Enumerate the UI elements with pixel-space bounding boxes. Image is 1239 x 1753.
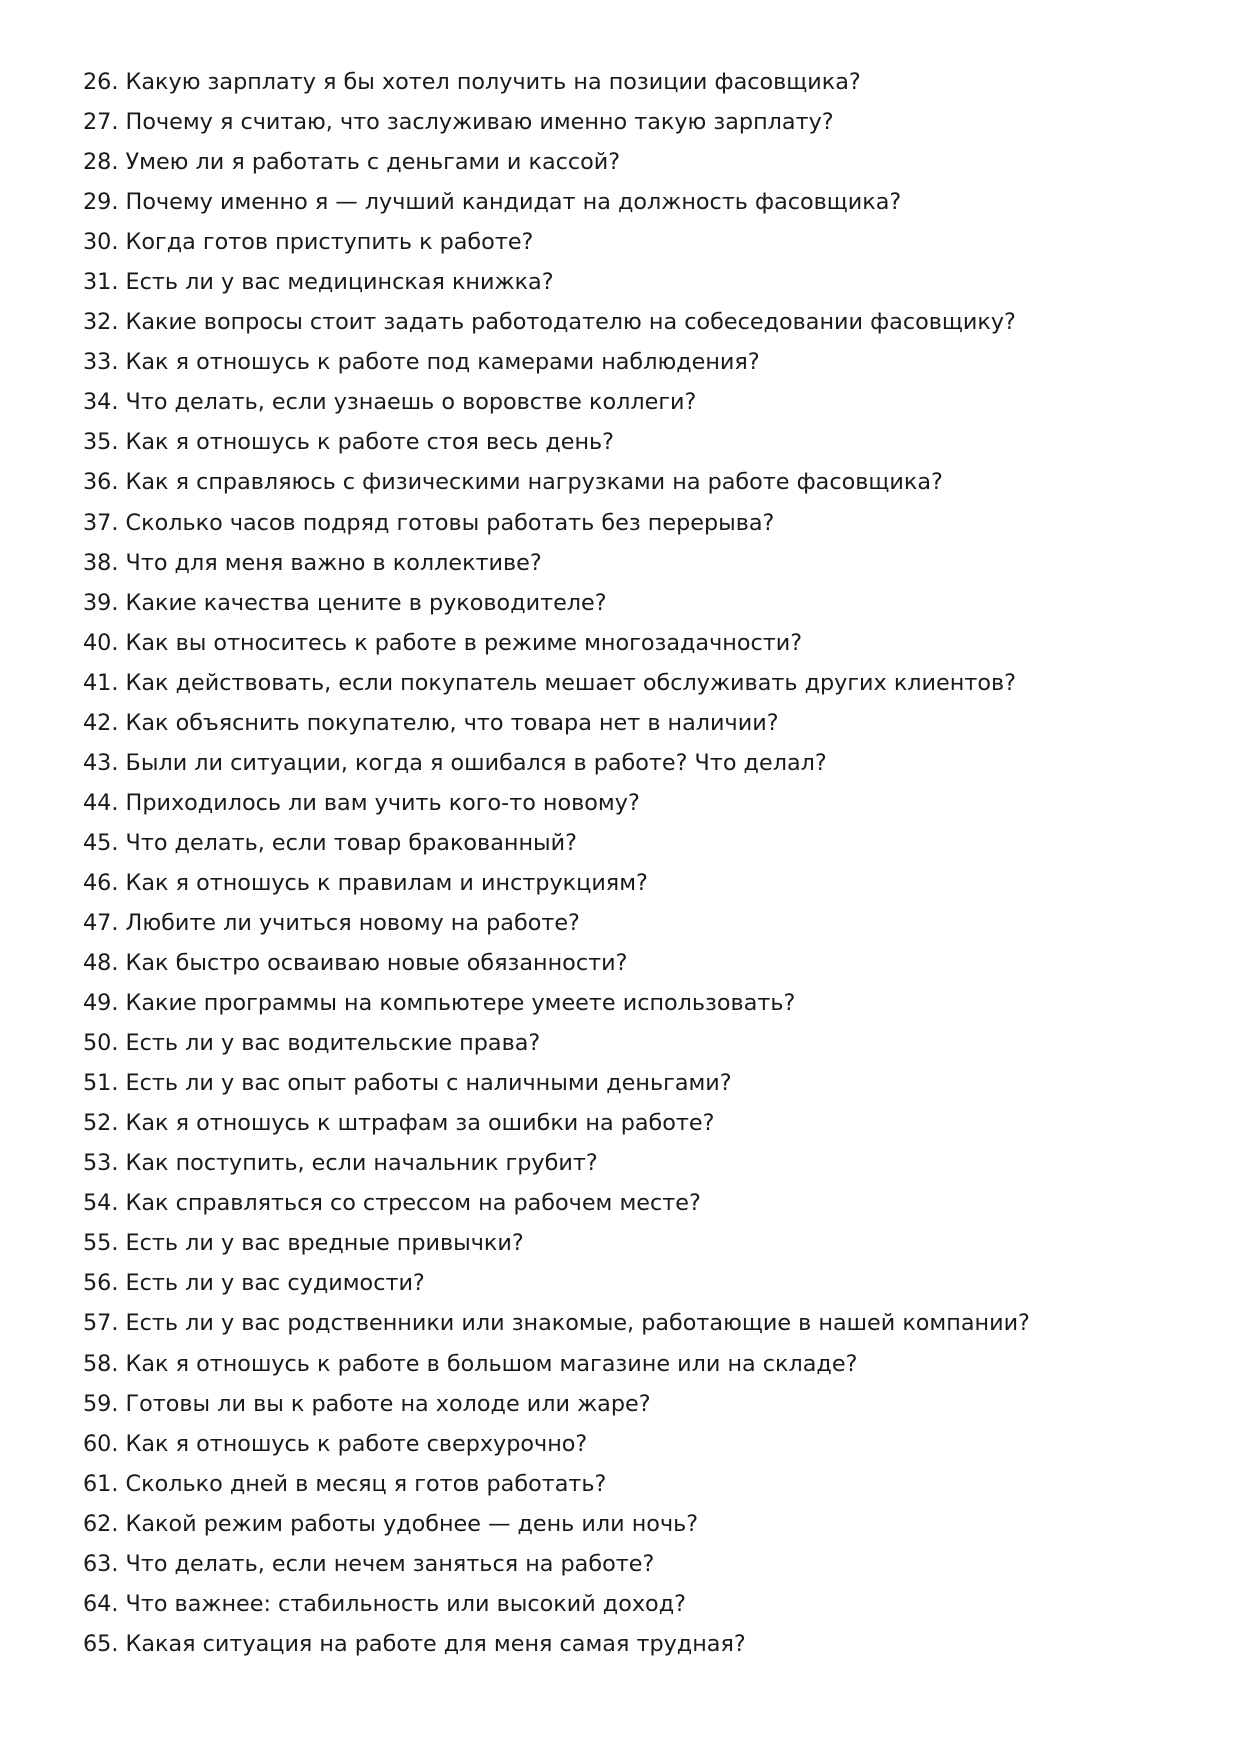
question-item: 46. Как я отношусь к правилам и инструкциям? xyxy=(83,869,648,896)
question-item: 58. Как я отношусь к работе в большом магазине или на складе? xyxy=(83,1350,858,1377)
question-item: 52. Как я отношусь к штрафам за ошибки на работе? xyxy=(83,1110,715,1137)
question-item: 60. Как я отношусь к работе сверхурочно? xyxy=(83,1430,588,1457)
question-item: 42. Как объяснить покупателю, что товара нет в наличии? xyxy=(83,709,779,736)
question-item: 35. Как я отношусь к работе стоя весь день? xyxy=(83,429,615,456)
question-item: 57. Есть ли у вас родственники или знакомые, работающие в нашей компании? xyxy=(83,1310,1030,1337)
question-item: 26. Какую зарплату я бы хотел получить на позиции фасовщика? xyxy=(83,69,861,95)
question-item: 32. Какие вопросы стоит задать работодателю на собеседовании фасовщику? xyxy=(83,309,1016,336)
question-item: 40. Как вы относитесь к работе в режиме многозадачности? xyxy=(83,629,803,656)
question-item: 33. Как я отношусь к работе под камерами наблюдения? xyxy=(83,349,760,376)
question-item: 65. Какая ситуация на работе для меня самая трудная? xyxy=(83,1630,746,1657)
question-item: 51. Есть ли у вас опыт работы с наличными деньгами? xyxy=(83,1070,732,1097)
question-item: 38. Что для меня важно в коллективе? xyxy=(83,549,542,576)
question-item: 61. Сколько дней в месяц я готов работать? xyxy=(83,1470,607,1497)
question-list xyxy=(83,62,1183,1664)
question-item: 36. Как я справляюсь с физическими нагрузками на работе фасовщика? xyxy=(83,469,943,496)
question-item: 56. Есть ли у вас судимости? xyxy=(83,1270,425,1297)
question-item: 34. Что делать, если узнаешь о воровстве коллеги? xyxy=(83,389,697,416)
question-item: 62. Какой режим работы удобнее — день или ночь? xyxy=(83,1510,699,1537)
question-item: 44. Приходилось ли вам учить кого-то новому? xyxy=(83,789,640,816)
question-item: 54. Как справляться со стрессом на рабочем месте? xyxy=(83,1190,701,1217)
question-item: 64. Что важнее: стабильность или высокий доход? xyxy=(83,1590,686,1617)
question-item: 37. Сколько часов подряд готовы работать без перерыва? xyxy=(83,509,775,536)
question-item: 48. Как быстро осваиваю новые обязанности? xyxy=(83,950,628,977)
question-item: 63. Что делать, если нечем заняться на работе? xyxy=(83,1550,655,1577)
question-item: 43. Были ли ситуации, когда я ошибался в работе? Что делал? xyxy=(83,749,827,776)
question-item: 53. Как поступить, если начальник грубит? xyxy=(83,1150,598,1177)
question-item: 30. Когда готов приступить к работе? xyxy=(83,229,534,256)
question-item: 47. Любите ли учиться новому на работе? xyxy=(83,909,580,936)
question-item: 50. Есть ли у вас водительские права? xyxy=(83,1030,541,1057)
question-item: 55. Есть ли у вас вредные привычки? xyxy=(83,1230,524,1257)
question-item: 29. Почему именно я — лучший кандидат на должность фасовщика? xyxy=(83,189,902,216)
question-item: 45. Что делать, если товар бракованный? xyxy=(83,829,577,856)
question-item: 39. Какие качества цените в руководителе? xyxy=(83,589,607,616)
question-item: 49. Какие программы на компьютере умеете использовать? xyxy=(83,990,796,1017)
question-item: 59. Готовы ли вы к работе на холоде или жаре? xyxy=(83,1390,651,1417)
question-item: 31. Есть ли у вас медицинская книжка? xyxy=(83,269,554,296)
question-item: 41. Как действовать, если покупатель мешает обслуживать других клиентов? xyxy=(83,669,1016,696)
question-item: 27. Почему я считаю, что заслуживаю именно такую зарплату? xyxy=(83,109,834,136)
question-item: 28. Умею ли я работать с деньгами и кассой? xyxy=(83,149,621,176)
